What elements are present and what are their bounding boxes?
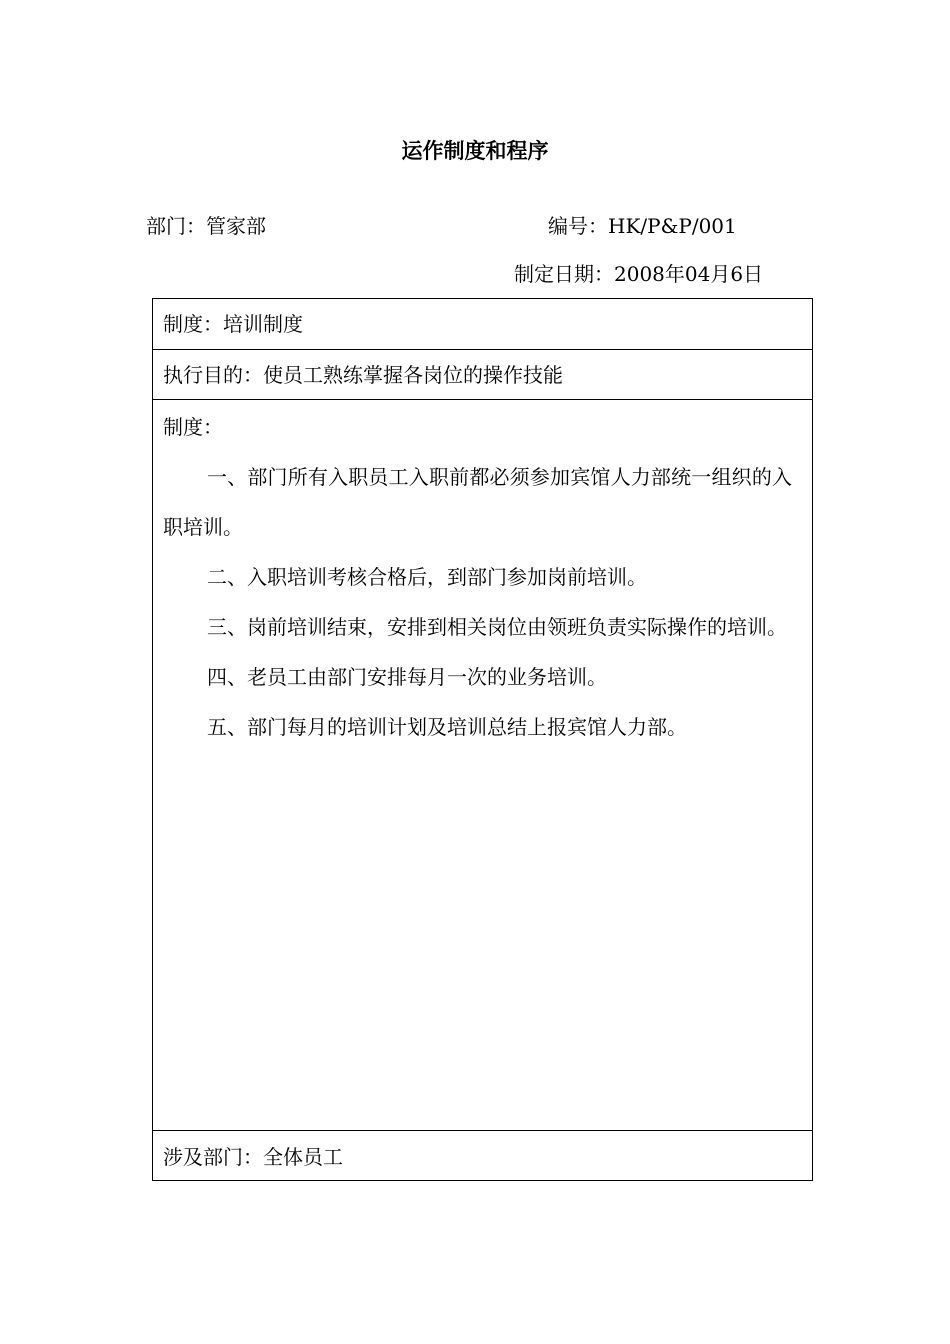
policy-body-heading: 制度： [163, 415, 223, 439]
policy-clause-2: 二、入职培训考核合格后，到部门参加岗前培训。 [207, 565, 647, 589]
document-code-line: 编号：HK/P&P/001 [548, 214, 737, 238]
document-title: 运作制度和程序 [401, 139, 549, 163]
purpose-row: 执行目的：使员工熟练掌握各岗位的操作技能 [153, 350, 812, 400]
system-name-row: 制度：培训制度 [153, 299, 812, 350]
policy-clause-3: 三、岗前培训结束，安排到相关岗位由领班负责实际操作的培训。 [207, 615, 787, 639]
related-departments-row: 涉及部门：全体员工 [163, 1145, 343, 1169]
policy-clause-5: 五、部门每月的培训计划及培训总结上报宾馆人力部。 [207, 715, 687, 739]
policy-table [152, 298, 813, 1181]
policy-body [153, 400, 812, 1131]
department-line: 部门：管家部 [146, 214, 266, 238]
policy-clause-4: 四、老员工由部门安排每月一次的业务培训。 [207, 665, 607, 689]
policy-clause-1: 一、部门所有入职员工入职前都必须参加宾馆人力部统一组织的入职培训。 [163, 465, 792, 539]
effective-date-line: 制定日期：2008年04月6日 [514, 262, 764, 286]
